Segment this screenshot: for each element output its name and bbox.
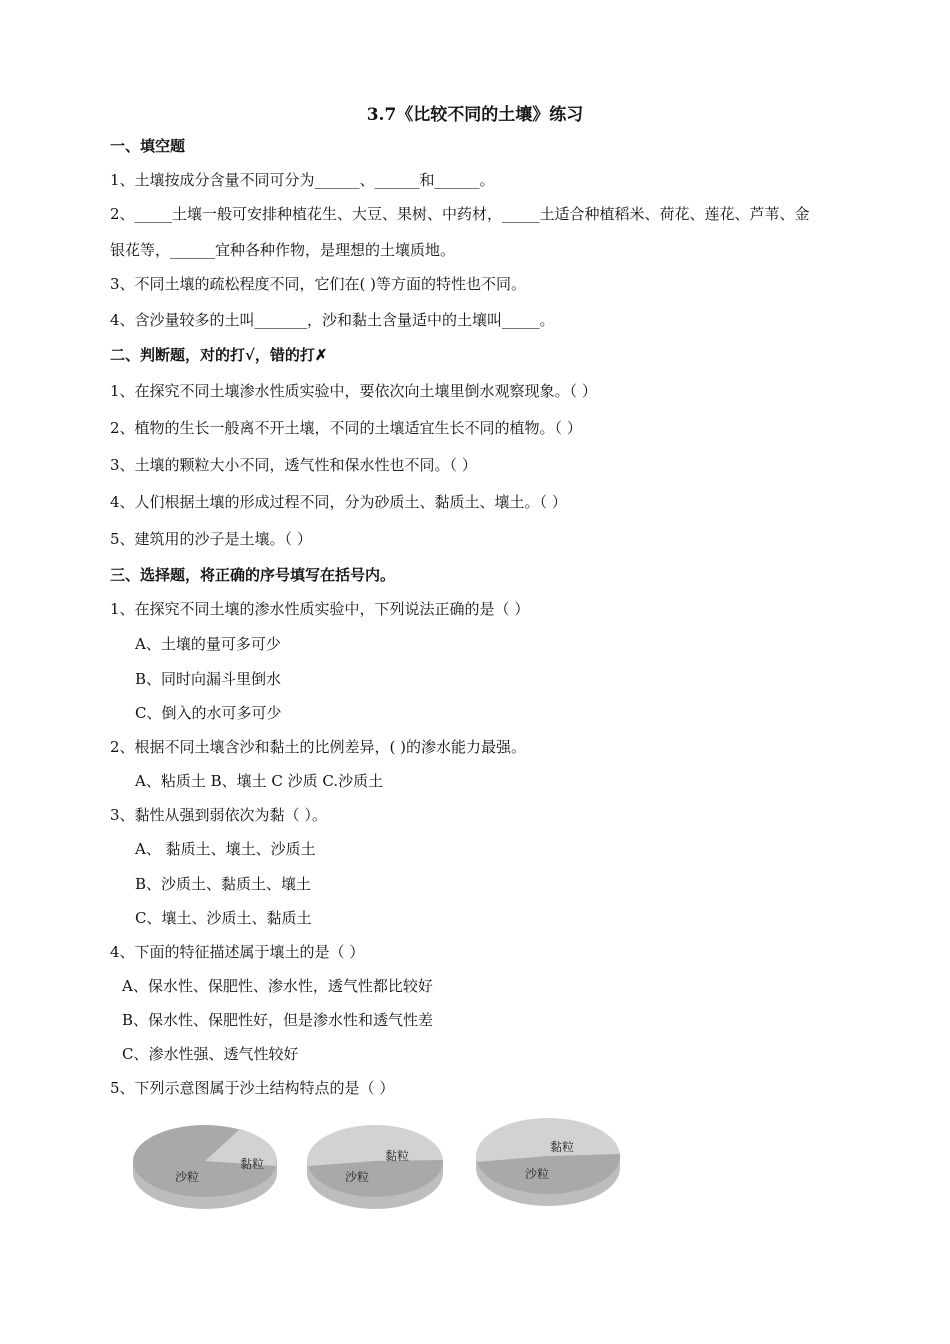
tf-question-2: 2、植物的生长一般离不开土壤，不同的土壤适宜生长不同的植物。（ ） [110,419,582,437]
pie-2-clay-label: 黏粒 [385,1149,410,1163]
fill-question-3: 3、不同土壤的疏松程度不同，它们在( )等方面的特性也不同。 [110,275,527,293]
tf-question-3: 3、土壤的颗粒大小不同，透气性和保水性也不同。（ ） [110,456,477,474]
section-heading-fill-blank: 一、填空题 [110,137,186,155]
choice-question-1: 1、在探究不同土壤的渗水性质实验中，下列说法正确的是（ ） [110,600,530,618]
choice-1-option-b: B、同时向漏斗里倒水 [135,670,282,688]
section-heading-true-false: 二、判断题，对的打√，错的打✗ [110,346,328,364]
choice-1-option-c: C、倒入的水可多可少 [135,704,282,722]
section-heading-choice: 三、选择题，将正确的序号填写在括号内。 [110,566,396,584]
tf-question-5: 5、建筑用的沙子是土壤。（ ） [110,530,312,548]
choice-3-option-b: B、沙质土、黏质土、壤土 [135,875,312,893]
choice-3-option-c: C、壤土、沙质土、黏质土 [135,909,312,927]
page-title: 3.7《比较不同的土壤》练习 [366,105,584,125]
fill-question-4: 4、含沙量较多的土叫_______，沙和黏土含量适中的土壤叫_____。 [110,311,555,329]
pie-3-clay-label: 黏粒 [550,1140,575,1154]
choice-2-options: A、粘质土 B、壤土 C 沙质 C.沙质土 [135,772,384,790]
choice-question-4: 4、下面的特征描述属于壤土的是（ ） [110,943,365,961]
choice-1-option-a: A、土壤的量可多可少 [135,635,281,653]
choice-4-option-b: B、保水性、保肥性好，但是渗水性和透气性差 [122,1011,434,1029]
pie-diagram-2 [307,1125,443,1209]
pie-3-sand-label: 沙粒 [525,1167,550,1181]
pie-1-clay-label: 黏粒 [240,1157,265,1171]
tf-question-1: 1、在探究不同土壤渗水性质实验中，要依次向土壤里倒水观察现象。（ ） [110,382,597,400]
choice-4-option-c: C、渗水性强、透气性较好 [122,1045,299,1063]
fill-question-2-line1: 2、_____土壤一般可安排种植花生、大豆、果树、中药材，_____土适合种植稻米、荷花、莲花、芦苇、金 [110,205,810,223]
pie-2-sand-label: 沙粒 [345,1170,370,1184]
pie-diagram-1 [133,1125,277,1209]
choice-3-option-a: A、 黏质土、壤土、沙质土 [135,840,316,858]
fill-question-1: 1、土壤按成分含量不同可分为______、______和______。 [110,171,495,189]
pie-diagram-3 [476,1118,620,1206]
tf-question-4: 4、人们根据土壤的形成过程不同，分为砂质土、黏质土、壤土。（ ） [110,493,567,511]
choice-4-option-a: A、保水性、保肥性、渗水性，透气性都比较好 [122,977,433,995]
fill-question-2-line2: 银花等，______宜种各种作物，是理想的土壤质地。 [110,241,456,259]
pie-1-sand-label: 沙粒 [175,1170,200,1184]
choice-question-2: 2、根据不同土壤含沙和黏土的比例差异，( )的渗水能力最强。 [110,738,527,756]
choice-question-5: 5、下列示意图属于沙土结构特点的是（ ） [110,1079,395,1097]
soil-pie-diagrams [130,1118,650,1223]
choice-question-3: 3、黏性从强到弱依次为黏（ ）。 [110,806,327,824]
